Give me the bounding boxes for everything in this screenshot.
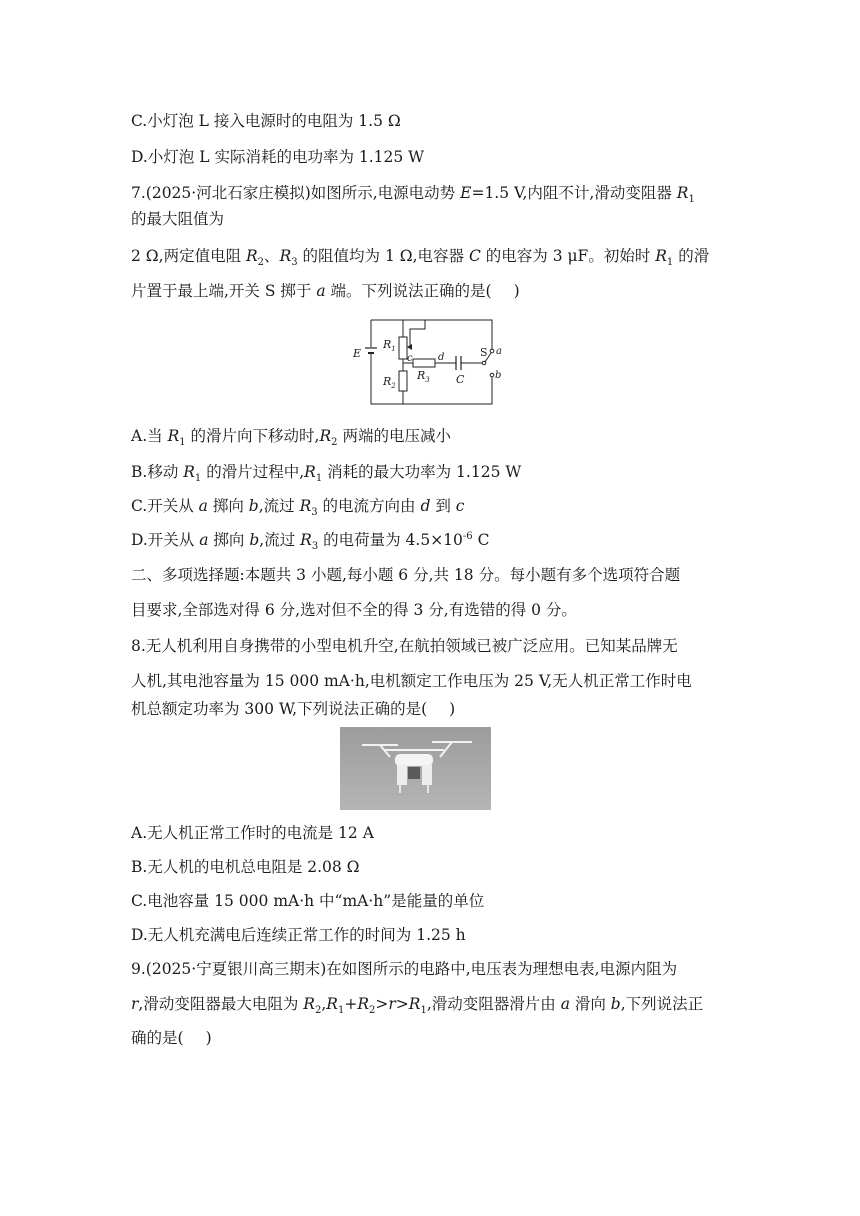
q6-option-d: D.小灯泡 L 实际消耗的电功率为 1.125 W bbox=[131, 148, 425, 166]
q9-stem-line2: r,滑动变阻器最大电阻为 $R_2,R_1+R_2>r>R_1$,滑动变阻器滑片由 a 滑向 b,下列说法正 bbox=[131, 995, 704, 1017]
label-capacitor: C bbox=[456, 373, 465, 386]
label-s: S bbox=[480, 346, 488, 359]
label-b: b bbox=[495, 370, 502, 381]
q8-stem-line3: 机总额定功率为 300 W,下列说法正确的是( ) bbox=[131, 700, 456, 718]
q8-stem-line2: 人机,其电池容量为 15 000 mA·h,电机额定工作电压为 25 V,无人机正常工作时电 bbox=[131, 672, 692, 690]
q7-stem-line2: 的最大阻值为 bbox=[131, 210, 225, 228]
q7-stem-line1: 7.(2025·河北石家庄模拟)如图所示,电源电动势 E=1.5 V,内阻不计,滑动变阻器 $R_1$ bbox=[131, 184, 695, 206]
q8-stem-line1: 8.无人机利用自身携带的小型电机升空,在航拍领域已被广泛应用。已知某品牌无 bbox=[131, 637, 678, 655]
q6-option-c: C.小灯泡 L 接入电源时的电阻为 1.5 Ω bbox=[131, 112, 401, 130]
q7-option-c: C.开关从 a 掷向 b,流过 $R_3$ 的电流方向由 d 到 c bbox=[131, 497, 465, 519]
resistor-r2 bbox=[399, 371, 407, 391]
label-a: a bbox=[496, 346, 502, 357]
capacitor-c bbox=[456, 356, 461, 370]
q8-option-a: A.无人机正常工作时的电流是 12 A bbox=[131, 824, 374, 842]
drone-icon bbox=[340, 727, 491, 810]
q9-stem-line1: 9.(2025·宁夏银川高三期末)在如图所示的电路中,电压表为理想电表,电源内阻为 bbox=[131, 960, 678, 978]
q7-option-d: D.开关从 a 掷向 b,流过 $R_3$ 的电荷量为 $4.5\times 10^{-6}$ C bbox=[131, 530, 490, 553]
resistor-r3 bbox=[413, 359, 435, 367]
q7-option-b: B.移动 $R_1$ 的滑片过程中$,R_1$ 消耗的最大功率为 1.125 W bbox=[131, 463, 522, 485]
label-e: E bbox=[353, 347, 362, 360]
q9-stem-line3: 确的是( ) bbox=[131, 1029, 212, 1047]
q8-option-d: D.无人机充满电后连续正常工作的时间为 1.25 h bbox=[131, 926, 466, 944]
resistor-r1 bbox=[399, 337, 407, 359]
label-r1: $R_1$ bbox=[383, 338, 396, 353]
section2-instruction-line1: 二、多项选择题:本题共 3 小题,每小题 6 分,共 18 分。每小题有多个选项符合题 bbox=[131, 566, 681, 584]
drone-photo bbox=[340, 727, 491, 810]
section2-instruction-line2: 目要求,全部选对得 6 分,选对但不全的得 3 分,有选错的得 0 分。 bbox=[131, 601, 577, 619]
label-r3: $R_3$ bbox=[417, 369, 430, 384]
q7-circuit-diagram bbox=[350, 317, 510, 407]
q7-stem-line3: 2 Ω,两定值电阻 $R_2$、$R_3$ 的阻值均为 1 Ω,电容器 C 的电容为 3 μF。初始时 $R_1$ 的滑 bbox=[131, 247, 710, 269]
q8-option-b: B.无人机的电机总电阻是 2.08 Ω bbox=[131, 858, 360, 876]
q7-stem-line4: 片置于最上端,开关 S 掷于 a 端。下列说法正确的是( ) bbox=[131, 282, 520, 300]
label-c: c bbox=[407, 353, 413, 364]
q7-option-a: A.当 $R_1$ 的滑片向下移动时$,R_2$ 两端的电压减小 bbox=[131, 427, 451, 449]
q8-option-c: C.电池容量 15 000 mA·h 中“mA·h”是能量的单位 bbox=[131, 892, 485, 910]
label-r2: $R_2$ bbox=[383, 375, 396, 390]
battery-symbol bbox=[365, 348, 377, 357]
label-d: d bbox=[438, 352, 445, 363]
